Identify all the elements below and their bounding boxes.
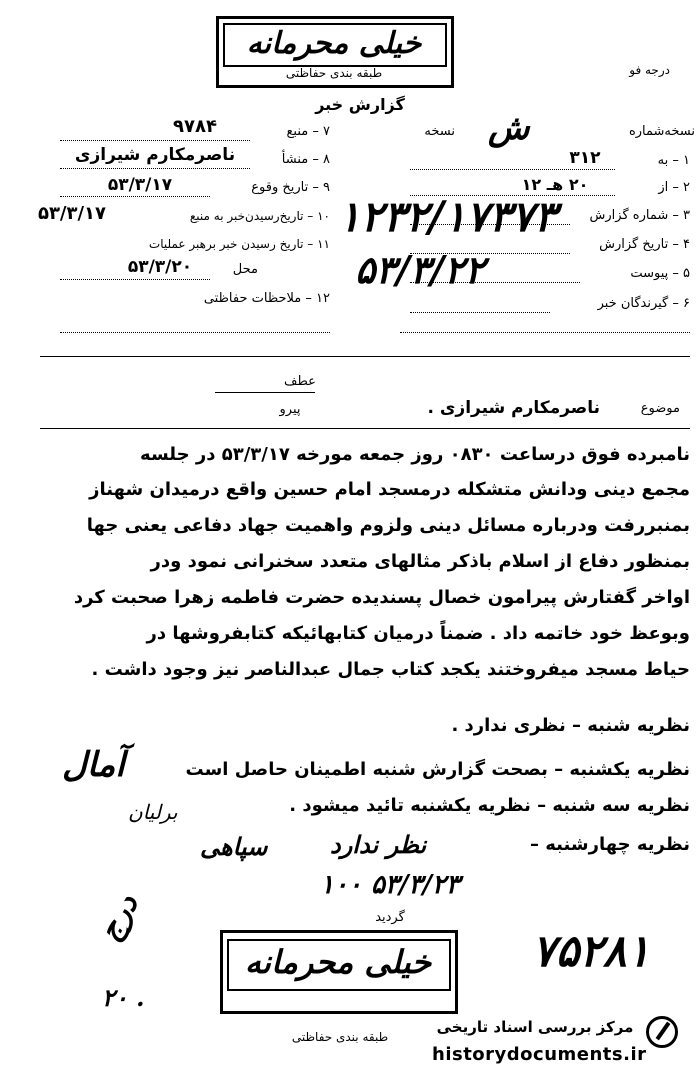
- field-8-line: [60, 168, 250, 169]
- field-2-value: ۲۰ هـ ۱۲: [521, 175, 589, 194]
- handwritten-berlian: برلیان: [128, 800, 178, 824]
- stamp-title: خیلی محرمانه: [246, 26, 422, 61]
- subject-label: موضوع: [640, 401, 680, 416]
- body-line: مجمع دینی ودانش متشکله درمسجد امام حسین واقع درمیدان شهناز: [89, 479, 690, 500]
- field-11-line: [60, 279, 210, 280]
- subject-bottom-rule: [40, 428, 690, 429]
- field-10-value: ۵۳/۳/۱۷: [37, 203, 107, 224]
- stamp-subtitle: طبقه بندی حفاظتی: [285, 66, 383, 80]
- peyro-label: پیرو: [279, 402, 301, 417]
- handwritten-report-number: ۱۲۳۲/۱۷۳۷۳: [338, 192, 557, 241]
- atf-underline: [215, 392, 315, 393]
- stamp-title: خیلی محرمانه: [244, 943, 432, 981]
- field-1-value: ۳۱۲: [569, 148, 601, 168]
- handwritten-nazar-nadarad: نظر ندارد: [330, 830, 427, 859]
- watermark-line-1: مرکز بررسی اسناد تاریخی: [436, 1018, 634, 1036]
- body-line: حیاط مسجد میفروختند یکجد کتاب جمال عبدالناصر نیز وجود داشت .: [91, 659, 690, 680]
- watermark-line-2: historydocuments.ir: [432, 1044, 647, 1065]
- subject-top-rule: [40, 356, 690, 357]
- copy-of-label: نسخه: [424, 124, 455, 139]
- handwritten-left-signature: درج: [91, 888, 146, 947]
- field-3-label: ۳ – شماره گزارش: [589, 208, 690, 223]
- body-line: نامبرده فوق درساعت ۰۸۳۰ روز جمعه مورخه ۵۳/۳/۱۷ در جلسه: [140, 444, 690, 465]
- field-5-label: ۵ – پیوست: [630, 266, 690, 281]
- field-7-line: [60, 140, 250, 141]
- gardid-stamp-text: گردید: [375, 910, 405, 925]
- field-8-label: ۸ – منشأ: [281, 152, 330, 167]
- opinion-line: نظریه چهارشنبه –: [530, 834, 690, 855]
- body-line: وبوعظ خود خاتمه داد . ضمناً درمیان کتابهائیکه کتابفروشها در: [146, 623, 690, 644]
- handwritten-sepah: سپاهی: [200, 832, 268, 861]
- field-4-label: ۴ – تاریخ گزارش: [599, 237, 690, 252]
- opinion-line: نظریه سه شنبه – نظریه یکشنبه تائید میشود .: [289, 795, 690, 816]
- handwritten-report-date: ۵۳/۳/۲۲: [355, 247, 485, 292]
- handwritten-copy-scribble: ش: [488, 108, 530, 148]
- watermark-logo-slash-icon: [656, 1022, 671, 1041]
- field-8-value: ناصرمکارم شیرازی: [74, 145, 236, 165]
- field-9-label: ۹ – تاریخ وقوع: [251, 180, 330, 195]
- field-11-place-label: محل: [232, 262, 258, 277]
- subject-value: ناصرمکارم شیرازی .: [427, 398, 600, 418]
- degree-label: درجه فو: [629, 63, 670, 77]
- field-6-line: [410, 312, 550, 313]
- field-9-line: [60, 196, 210, 197]
- body-line: اواخر گفتارش پیرامون خصال پسندیده حضرت فاطمه زهرا صحبت کرد: [73, 587, 690, 608]
- field-10-label: ۱۰ – تاریخ‌رسیدن‌خبر به منبع: [189, 209, 330, 223]
- field-7-label: ۷ – منبع: [286, 124, 330, 139]
- field-11-label: ۱۱ – تاریخ رسیدن خبر برهبر عملیات: [148, 237, 330, 251]
- field-1-line: [410, 169, 615, 170]
- field-6-extra-line: [400, 332, 690, 333]
- report-title: گزارش خبر: [315, 95, 405, 114]
- field-1-label: ۱ – به: [657, 153, 690, 168]
- copy-number-label: نسخه‌شماره: [628, 124, 695, 139]
- classification-stamp-top: [216, 16, 454, 88]
- body-line: بمنظور دفاع از اسلام باذکر مثالهای متعدد سخنرانی نمود ودر: [150, 551, 690, 572]
- handwritten-document-number: ۷۵۲۸۱: [532, 926, 651, 977]
- handwritten-left-date: ۲۰ .: [102, 983, 145, 1012]
- field-11-value: ۵۳/۳/۲۰: [127, 257, 193, 277]
- handwritten-bottom-date: ۱۰۰ ۵۳/۳/۲۳: [320, 870, 460, 900]
- opinion-line: نظریه یکشنبه – بصحت گزارش شنبه اطمینان حاصل است: [185, 759, 690, 780]
- field-12-line: [60, 332, 330, 333]
- field-2-label: ۲ – از: [658, 180, 690, 195]
- classification-stamp-bottom: [220, 930, 458, 1014]
- field-12-label: ۱۲ – ملاحظات حفاظتی: [203, 291, 330, 306]
- field-6-label: ۶ – گیرندگان خبر: [597, 296, 690, 311]
- field-7-value: ۹۷۸۴: [173, 116, 217, 137]
- handwritten-aamaal: آمال: [62, 745, 125, 785]
- opinion-line: نظریه شنبه – نظری ندارد .: [451, 715, 690, 736]
- body-line: بمنبررفت ودرباره مسائل دینی ولزوم واهمیت جهاد دفاعی یعنی جها: [86, 515, 690, 536]
- atf-label: عطف: [284, 374, 316, 389]
- bottom-stamp-subtitle: طبقه بندی حفاظتی: [291, 1030, 389, 1044]
- field-9-value: ۵۳/۳/۱۷: [107, 175, 173, 195]
